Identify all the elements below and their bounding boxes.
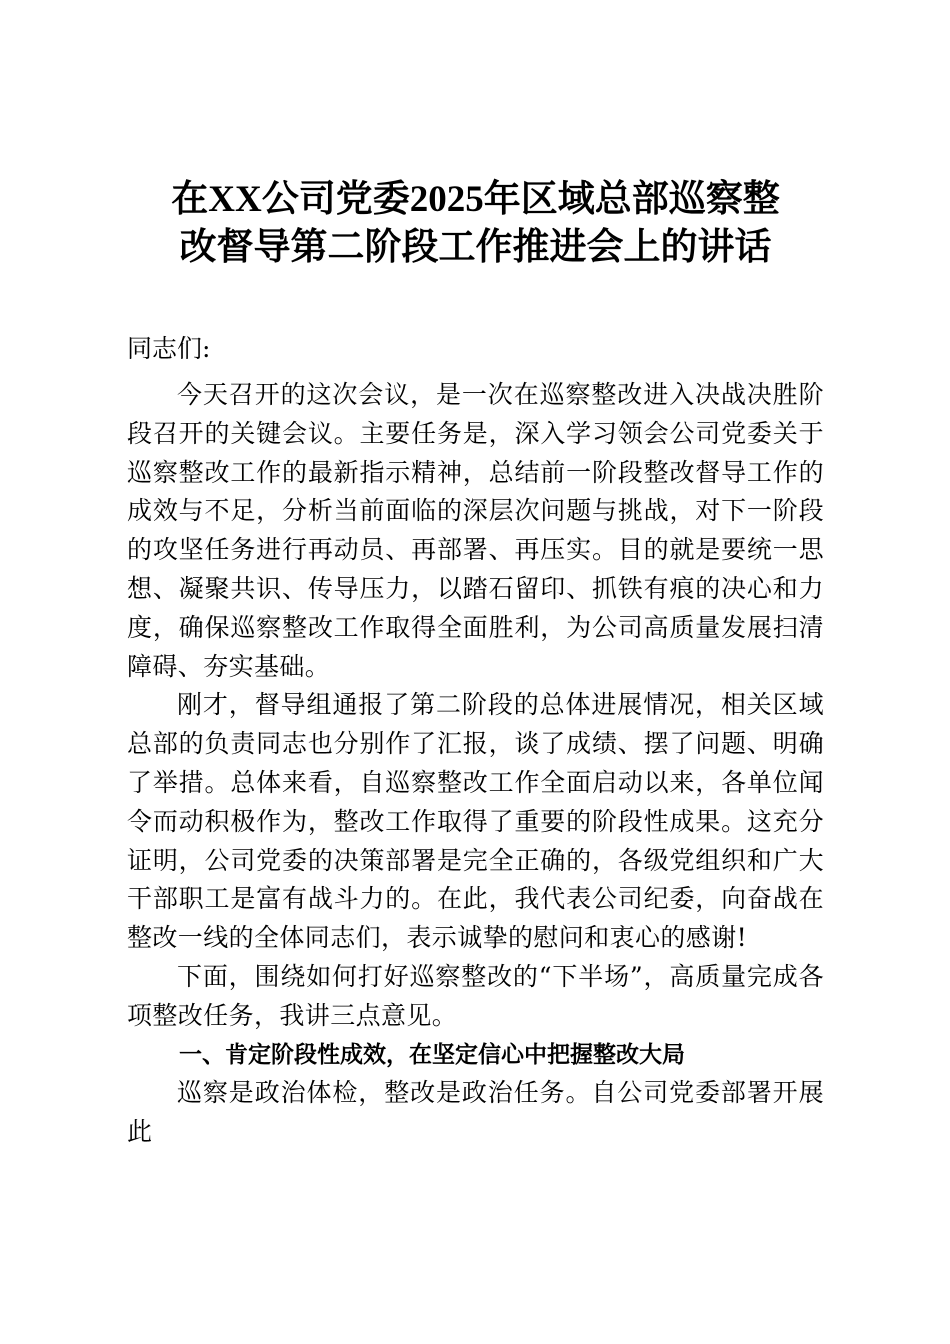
paragraph-outline: 下面，围绕如何打好巡察整改的“下半场”，高质量完成各项整改任务，我讲三点意见。 xyxy=(127,961,824,1030)
paragraph-opening: 今天召开的这次会议，是一次在巡察整改进入决战决胜阶段召开的关键会议。主要任务是，深入学习领会公司党委关于巡察整改工作的最新指示精神，总结前一阶段整改督导工作的成效与不足，分析当前面临的深层次问题与挑战，对下一阶段的攻坚任务进行再动员、再部署、再压实。目的就是要统一思想、凝聚共识、传导压力，以踏石留印、抓铁有痕的决心和力度，确保巡察整改工作取得全面胜利，为公司高质量发展扫清障碍、夯实基础。 xyxy=(127,380,824,681)
title-line-1: 在XX公司党委2025年区域总部巡察整 xyxy=(171,179,780,220)
document-title xyxy=(127,176,824,272)
document-page xyxy=(127,0,824,1344)
paragraph-section-1-start: 巡察是政治体检，整改是政治任务。自公司党委部署开展此 xyxy=(127,1078,824,1147)
paragraph-progress: 刚才，督导组通报了第二阶段的总体进展情况，相关区域总部的负责同志也分别作了汇报，谈了成绩、摆了问题、明确了举措。总体来看，自巡察整改工作全面启动以来，各单位闻令而动积极作为，整改工作取得了重要的阶段性成果。这充分证明，公司党委的决策部署是完全正确的，各级党组织和广大干部职工是富有战斗力的。在此，我代表公司纪委，向奋战在整改一线的全体同志们，表示诚挚的慰问和衷心的感谢! xyxy=(127,690,824,953)
salutation: 同志们: xyxy=(127,334,211,363)
section-heading-1: 一、肯定阶段性成效，在坚定信心中把握整改大局 xyxy=(179,1041,685,1068)
title-line-2: 改督导第二阶段工作推进会上的讲话 xyxy=(179,227,772,268)
